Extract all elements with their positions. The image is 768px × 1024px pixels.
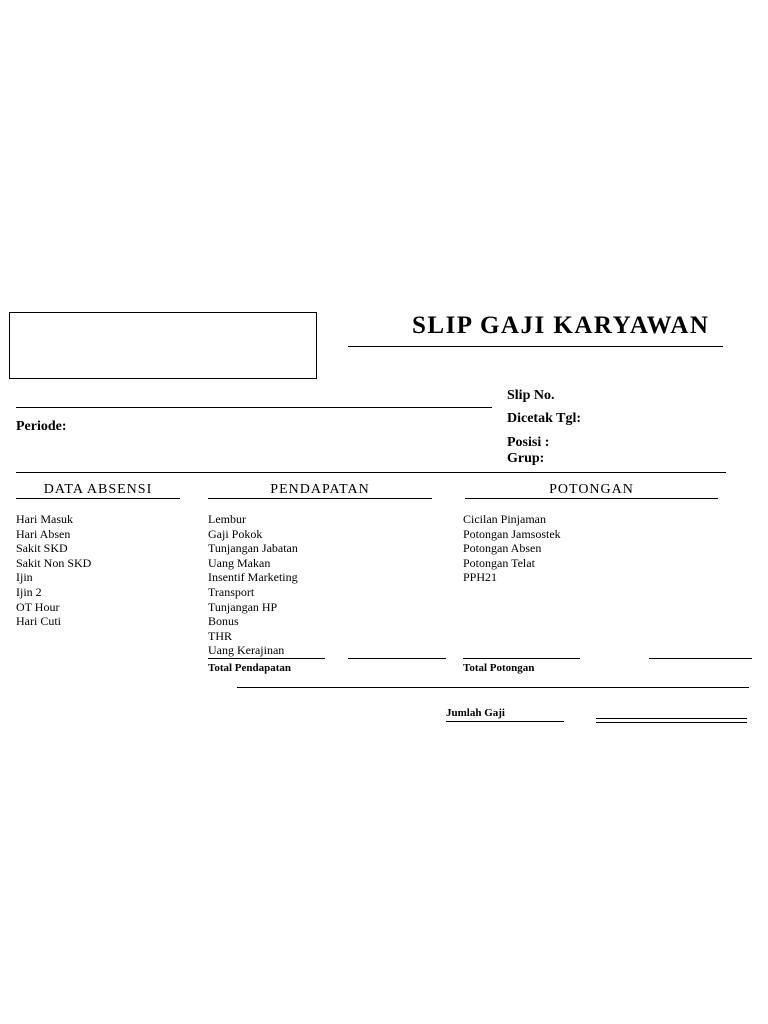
header-divider [16, 472, 726, 473]
periode-top-line [16, 407, 492, 408]
section-title-potongan: POTONGAN [549, 482, 634, 497]
posisi-label: Posisi : [507, 435, 550, 450]
section-title-absensi: DATA ABSENSI [43, 482, 153, 497]
list-item: Ijin 2 [16, 584, 42, 599]
list-item: Potongan Absen [463, 541, 542, 556]
total-potongan-label: Total Potongan [463, 662, 535, 674]
list-item: Gaji Pokok [208, 526, 263, 541]
company-logo-box [9, 312, 317, 379]
slip-no-label: Slip No. [507, 388, 555, 403]
list-item: Uang Makan [208, 555, 271, 570]
list-item: Lembur [208, 512, 246, 526]
list-item: Hari Absen [16, 526, 71, 541]
list-item: Potongan Telat [463, 555, 535, 570]
pendapatan-subtotal-line [208, 658, 325, 659]
potongan-list [463, 512, 561, 585]
section-title-pendapatan: PENDAPATAN [270, 482, 370, 497]
title-underline [348, 346, 723, 347]
total-potongan-value-line [649, 658, 752, 659]
page-title: SLIP GAJI KARYAWAN [412, 312, 710, 339]
list-item: PPH21 [463, 570, 498, 585]
list-item: Bonus [208, 614, 239, 629]
list-item: Sakit Non SKD [16, 555, 92, 570]
list-item: THR [208, 628, 232, 643]
pendapatan-list [208, 512, 298, 658]
dicetak-tgl-label: Dicetak Tgl: [507, 411, 582, 426]
absensi-underline [16, 498, 180, 499]
list-item: OT Hour [16, 599, 60, 614]
potongan-underline [465, 498, 718, 499]
list-item: Ijin [16, 570, 33, 585]
list-item: Potongan Jamsostek [463, 526, 561, 541]
absensi-list [16, 512, 91, 629]
list-item: Insentif Marketing [208, 570, 298, 585]
jumlah-gaji-double-line-bottom [596, 722, 747, 723]
jumlah-gaji-label: Jumlah Gaji [446, 707, 505, 719]
list-item: Uang Kerajinan [208, 643, 285, 658]
list-item: Transport [208, 584, 255, 599]
periode-label: Periode: [16, 419, 67, 434]
potongan-subtotal-line [463, 658, 580, 659]
list-item: Hari Cuti [16, 614, 61, 629]
pendapatan-underline [208, 498, 432, 499]
list-item: Tunjangan Jabatan [208, 541, 298, 556]
total-pendapatan-label: Total Pendapatan [208, 662, 292, 674]
total-pendapatan-value-line [348, 658, 446, 659]
jumlah-gaji-double-line-top [596, 718, 747, 719]
list-item: Tunjangan HP [208, 599, 278, 614]
grup-label: Grup: [507, 451, 545, 466]
list-item: Cicilan Pinjaman [463, 512, 546, 526]
list-item: Hari Masuk [16, 512, 73, 526]
jumlah-gaji-underline [446, 721, 564, 722]
list-item: Sakit SKD [16, 541, 68, 556]
summary-divider [237, 687, 749, 688]
